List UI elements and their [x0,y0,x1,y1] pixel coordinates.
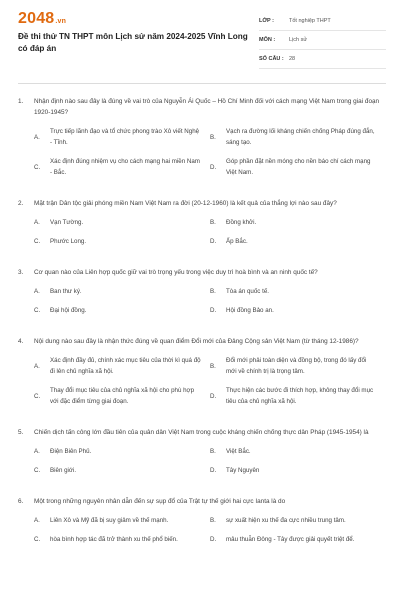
answer-option[interactable] [34,126,210,148]
option-letter: C. [34,392,41,400]
option-text: Thay đổi mục tiêu của chủ nghĩa xã hội cho phù hợp với đặc điểm từng giai đoạn. [50,387,195,405]
answer-option[interactable] [210,217,386,228]
answer-options [18,217,386,255]
question-text: Mặt trận Dân tộc giải phóng miền Nam Việt Nam ra đời (20-12-1960) là kết quả của thắng lợi nào sau đây? [34,200,337,207]
question-number: 2. [18,200,24,207]
logo-suffix: .vn [55,18,67,25]
option-text: mâu thuẫn Đông - Tây được giải quyết triệt để. [226,536,355,543]
info-label: SỐ CÂU : [259,56,284,62]
option-text: Ban thư ký. [50,288,82,295]
option-text: Biên giới. [50,467,77,474]
info-row-count [259,50,386,69]
answer-option[interactable] [34,355,210,377]
question-text: Nhận định nào sau đây là đúng về vai trò của Nguyễn Ái Quốc – Hồ Chí Minh đối với cách mạng Việt Nam trong giai đoạn 1920-1945? [34,98,380,116]
info-value: 28 [289,56,296,62]
option-letter: D. [210,467,217,474]
question-text: Cơ quan nào của Liên hợp quốc giữ vai trò trọng yếu trong việc duy trì hoà bình và an ninh quốc tế? [34,269,318,276]
option-letter: B. [210,133,216,141]
option-letter: A. [34,133,40,141]
question-item [18,496,386,553]
option-letter: B. [210,288,216,295]
answer-option[interactable] [34,217,210,228]
question-item [18,427,386,484]
answer-option[interactable] [210,156,386,178]
question-item [18,96,386,186]
option-letter: A. [34,362,40,370]
option-text: Đại hội đồng. [50,307,87,314]
info-label: MÔN : [259,37,276,43]
option-letter: D. [210,238,217,245]
option-letter: C. [34,536,41,543]
option-letter: B. [210,448,216,455]
answer-options [18,515,386,553]
option-letter: B. [210,362,216,370]
header-divider [18,83,386,84]
option-letter: D. [210,536,217,543]
option-text: Hội đồng Bảo an. [226,307,274,314]
option-text: Đồng khởi. [226,219,257,226]
option-letter: A. [34,288,40,295]
answer-option[interactable] [34,446,210,457]
option-text: Tây Nguyên [226,467,260,474]
option-text: Xác định đúng nhiệm vụ cho cách mạng hai miền Nam - Bắc. [50,158,200,176]
option-text: Vạch ra đường lối kháng chiến chống Pháp đúng đắn, sáng tạo. [226,128,375,146]
option-letter: A. [34,517,40,524]
option-letter: D. [210,392,217,400]
answer-option[interactable] [34,385,210,407]
answer-option[interactable] [210,126,386,148]
answer-option[interactable] [210,446,386,457]
option-text: Liên Xô và Mỹ đã bị suy giảm về thế mạnh. [50,517,169,524]
option-text: hòa bình hợp tác đã trở thành xu thế phổ biến. [50,536,178,543]
answer-options [18,286,386,324]
question-item [18,267,386,324]
question-text-row [18,496,386,507]
question-item [18,198,386,255]
option-text: Xác định đầy đủ, chính xác mục tiêu của thời kì quá độ đi lên chủ nghĩa xã hội. [50,357,201,375]
logo-text: 2048 [18,10,55,27]
answer-option[interactable] [210,305,386,316]
option-text: Phước Long. [50,238,87,245]
answer-option[interactable] [34,156,210,178]
option-text: Đổi mới phải toàn diện và đồng bộ, trong đó lấy đổi mới về chính trị là trọng tâm. [226,357,367,375]
answer-options [18,126,386,186]
answer-options [18,446,386,484]
question-item [18,336,386,415]
option-letter: D. [210,307,217,314]
answer-option[interactable] [210,534,386,545]
question-text: Nội dung nào sau đây là nhận thức đúng về quan điểm Đổi mới của Đảng Cộng sản Việt Nam (từ tháng 12-1986)? [34,338,359,345]
question-number: 3. [18,269,24,276]
option-text: Trực tiếp lãnh đạo và tổ chức phong trào Xô viết Nghệ - Tĩnh. [50,128,200,146]
info-row-subject [259,31,386,50]
answer-option[interactable] [34,305,210,316]
answer-option[interactable] [34,465,210,476]
question-list [18,96,386,553]
question-text: Chiến dịch tấn công lớn đầu tiên của quân dân Việt Nam trong cuộc kháng chiến chống thực dân Pháp (1945-1954) là [34,429,369,436]
option-letter: A. [34,448,40,455]
question-number: 6. [18,498,24,505]
option-text: Thực hiện các bước đi thích hợp, không thay đổi mục tiêu của chủ nghĩa xã hội. [226,387,374,405]
answer-options [18,355,386,415]
answer-option[interactable] [210,465,386,476]
answer-option[interactable] [34,286,210,297]
info-label: LỚP : [259,18,274,24]
option-text: Việt Bắc. [226,448,251,455]
option-text: Tòa án quốc tế. [226,288,269,295]
option-text: Vạn Tường. [50,219,84,226]
question-text-row [18,267,386,278]
exam-info-panel [259,12,386,69]
option-text: Góp phần đặt nền móng cho nền báo chí cách mạng Việt Nam. [226,158,371,176]
question-number: 5. [18,429,24,436]
question-text-row [18,427,386,438]
page-header [18,10,386,69]
option-text: Điện Biên Phủ. [50,448,92,455]
answer-option[interactable] [34,236,210,247]
option-text: sự xuất hiện xu thế đa cực nhiều trung tâm. [226,517,346,524]
option-letter: D. [210,163,217,171]
info-value: Tốt nghiệp THPT [289,18,331,24]
answer-option[interactable] [210,385,386,407]
question-number: 4. [18,338,24,345]
option-letter: A. [34,219,40,226]
answer-option[interactable] [210,515,386,526]
question-text-row [18,336,386,347]
question-text-row [18,198,386,209]
option-letter: C. [34,467,41,474]
option-letter: C. [34,163,41,171]
answer-option[interactable] [210,355,386,377]
answer-option[interactable] [210,286,386,297]
option-letter: B. [210,517,216,524]
answer-option[interactable] [34,534,210,545]
exam-title: Đề thi thử TN THPT môn Lịch sử năm 2024-2025 Vĩnh Long có đáp án [18,32,248,53]
question-number: 1. [18,98,24,105]
question-text: Một trong những nguyên nhân dẫn đến sự sụp đổ của Trật tự thế giới hai cực Ianta là do [34,498,286,505]
option-letter: C. [34,238,41,245]
option-letter: B. [210,219,216,226]
answer-option[interactable] [210,236,386,247]
info-row-class [259,12,386,31]
info-value: Lịch sử [289,37,308,43]
answer-option[interactable] [34,515,210,526]
header-left [18,10,250,55]
site-logo[interactable] [18,10,250,28]
option-text: Ấp Bắc. [226,238,248,245]
question-text-row [18,96,386,118]
option-letter: C. [34,307,41,314]
